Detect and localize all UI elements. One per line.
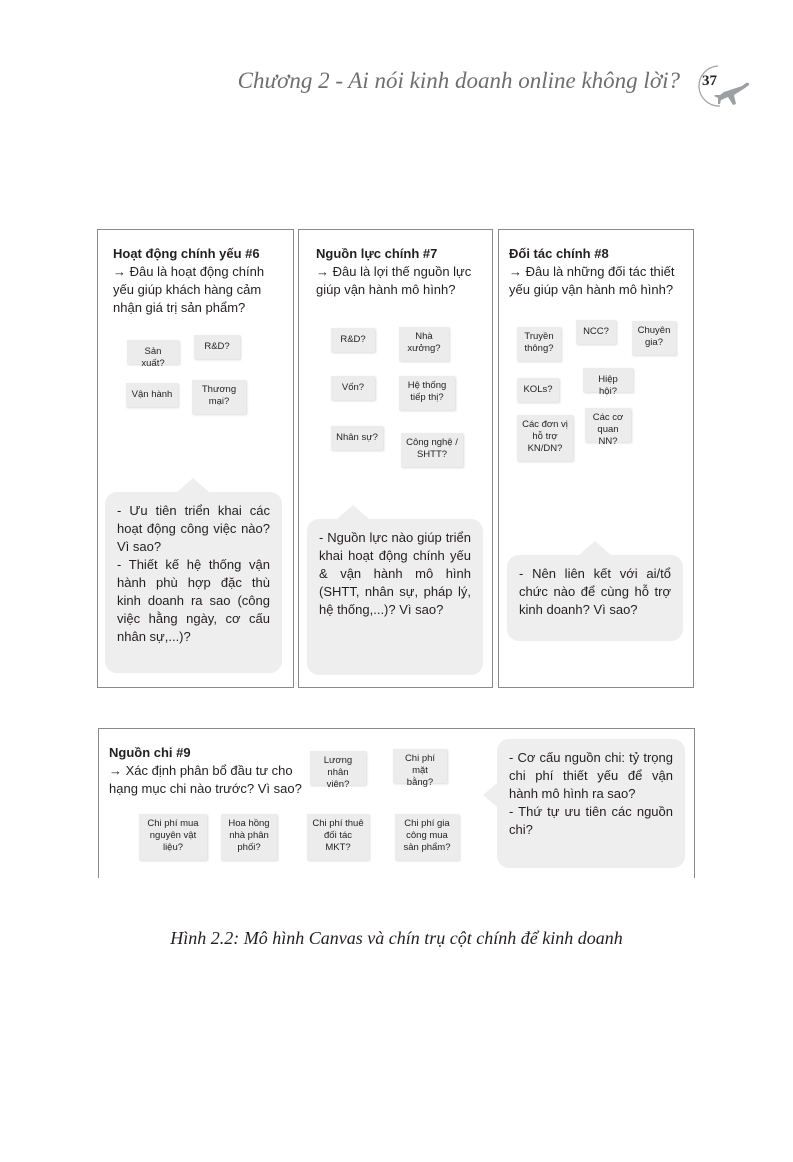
sticky-note: Nhân sự? <box>331 426 383 450</box>
sticky-note: Hiệp hội? <box>583 368 633 392</box>
bubble-text: - Cơ cấu nguồn chi: tỷ trọng chi phí thiết yếu để vận hành mô hình ra sao? - Thứ tự ưu tiên các nguồn chi? <box>509 750 673 837</box>
sticky-note: Chi phí mua nguyên vật liệu? <box>139 814 207 860</box>
speech-bubble <box>497 739 685 868</box>
sticky-note: Các đơn vị hỗ trợ KN/DN? <box>517 415 573 461</box>
speech-bubble <box>307 519 483 675</box>
sticky-note: R&D? <box>331 328 375 352</box>
sticky-note: NCC? <box>576 320 616 344</box>
speech-bubble <box>507 555 683 641</box>
sticky-note: KOLs? <box>517 378 559 402</box>
sticky-note: Lương nhân viên? <box>310 751 366 785</box>
bubble-text: - Nên liên kết với ai/tổ chức nào để cùng hỗ trợ kinh doanh? Vì sao? <box>519 566 671 617</box>
box-title: Đối tác chính #8 <box>509 246 609 261</box>
sticky-note: Chi phí thuê đối tác MKT? <box>307 814 369 860</box>
sticky-note: Hệ thống tiếp thị? <box>399 376 455 410</box>
sticky-note: Thương mại? <box>192 380 246 414</box>
sticky-note: Hoa hồng nhà phân phối? <box>221 814 277 860</box>
box-key-resources <box>298 229 493 688</box>
page-number: 37 <box>702 73 717 89</box>
box-title: Nguồn chi #9 <box>109 745 191 760</box>
sticky-note: Các cơ quan NN? <box>585 408 631 442</box>
sticky-note: R&D? <box>194 335 240 359</box>
sticky-note: Chuyên gia? <box>632 321 676 355</box>
bubble-text: - Ưu tiên triển khai các hoạt động công việc nào? Vì sao? - Thiết kế hệ thống vận hành phù hợp đặc thù kinh doanh ra sao (công việc hằng ngày, cơ cấu nhân sự,...)? <box>117 503 270 644</box>
sticky-note: Chi phí gia công mua sản phẩm? <box>395 814 459 860</box>
box-question: → Đâu là hoạt động chính yếu giúp khách hàng cảm nhận giá trị sản phẩm? <box>113 264 265 315</box>
sticky-note: Truyền thông? <box>517 327 561 361</box>
sticky-note: Công nghệ / SHTT? <box>401 433 463 467</box>
figure-caption: Hình 2.2: Mô hình Canvas và chín trụ cột chính để kinh doanh <box>170 928 623 948</box>
box-key-partners <box>498 229 694 688</box>
page-number-badge <box>690 62 752 110</box>
box-question: → Đâu là lợi thế nguồn lực giúp vận hành mô hình? <box>316 264 472 297</box>
box-question: → Đâu là những đối tác thiết yếu giúp vận hành mô hình? <box>509 264 675 297</box>
bubble-text: - Nguồn lực nào giúp triển khai hoạt động chính yếu & vận hành mô hình (SHTT, nhân sự, pháp lý, hệ thống,...)? Vì sao? <box>319 530 471 617</box>
sticky-note: Chi phí mặt bằng? <box>393 749 447 783</box>
box-question: → Xác định phân bổ đầu tư cho hạng mục chi nào trước? Vì sao? <box>109 763 302 796</box>
box-cost-structure <box>98 728 695 878</box>
chapter-title: Chương 2 - Ai nói kinh doanh online không lời? <box>237 68 680 93</box>
box-title: Nguồn lực chính #7 <box>316 246 438 261</box>
sticky-note: Vận hành <box>126 383 178 407</box>
box-title: Hoạt động chính yếu #6 <box>113 246 260 261</box>
sticky-note: Nhà xưởng? <box>399 327 449 361</box>
sticky-note: Vốn? <box>331 376 375 400</box>
speech-bubble <box>105 492 282 673</box>
box-key-activities <box>97 229 294 688</box>
sticky-note: Sản xuất? <box>127 340 179 364</box>
airplane-icon <box>690 62 752 110</box>
